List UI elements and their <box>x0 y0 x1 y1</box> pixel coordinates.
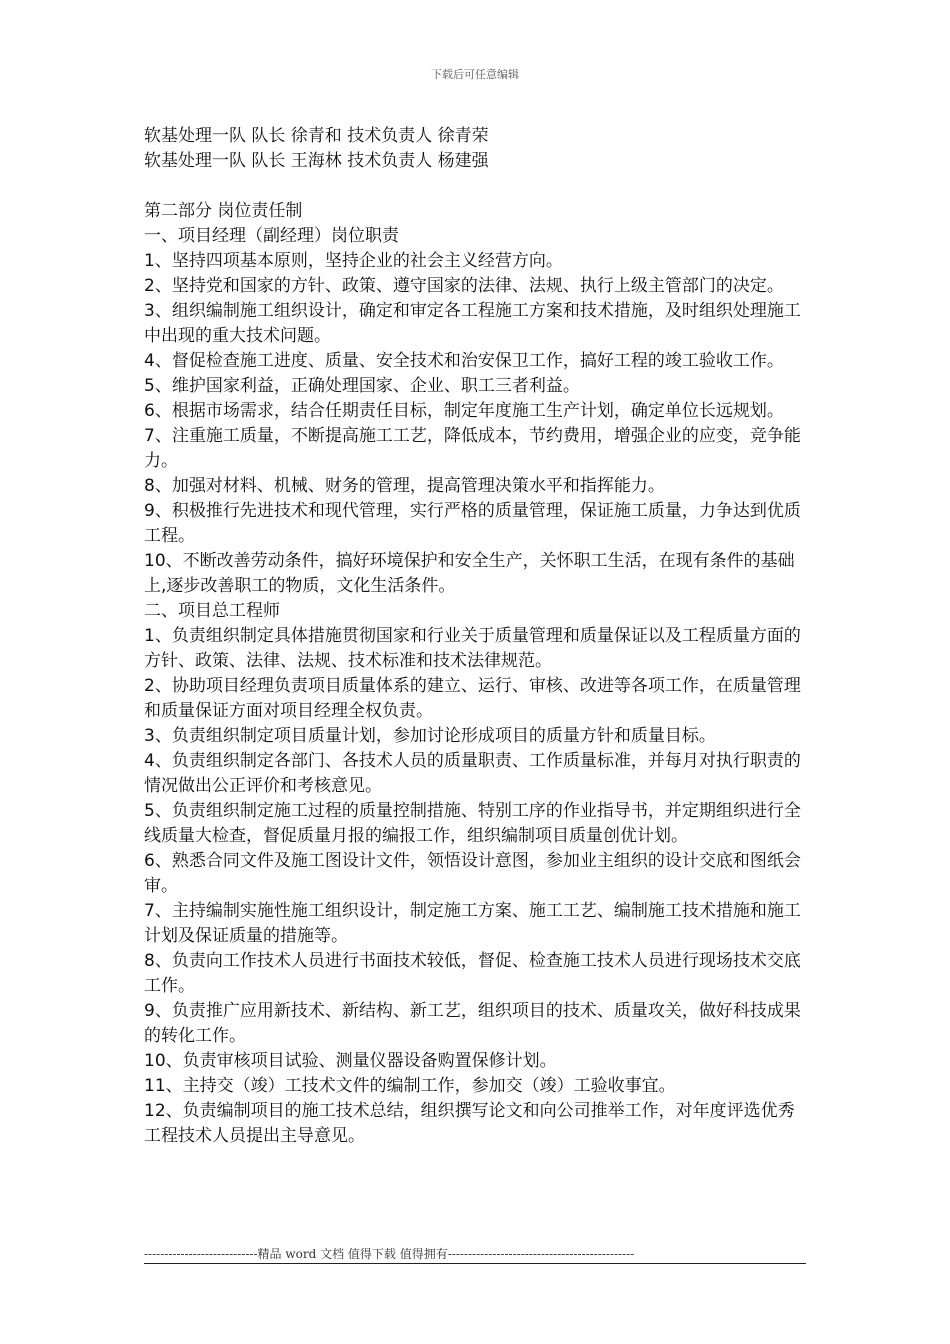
list-item: 10、负责审核项目试验、测量仪器设备购置保修计划。 <box>144 1051 557 1071</box>
team-line: 软基处理一队 队长 徐青和 技术负责人 徐青荣 <box>144 126 489 146</box>
list-item: 3、负责组织制定项目质量计划，参加讨论形成项目的质量方针和质量目标。 <box>144 726 716 746</box>
list-item: 2、坚持党和国家的方针、政策、遵守国家的法律、法规、执行上级主管部门的决定。 <box>144 276 784 296</box>
list-item: 9、积极推行先进技术和现代管理，实行严格的质量管理，保证施工质量，力争达到优质工程。 <box>144 501 801 546</box>
page-header: 下载后可任意编辑 <box>431 68 519 81</box>
list-item: 6、根据市场需求，结合任期责任目标，制定年度施工生产计划，确定单位长远规划。 <box>144 401 784 421</box>
list-item: 5、负责组织制定施工过程的质量控制措施、特别工序的作业指导书，并定期组织进行全线质量大检查，督促质量月报的编报工作，组织编制项目质量创优计划。 <box>144 801 801 846</box>
list-item: 8、加强对材料、机械、财务的管理，提高管理决策水平和指挥能力。 <box>144 476 665 496</box>
page-footer: ----------------------------精品 word 文档 值得下载 值得拥有---------------------------------------------- <box>144 1247 635 1261</box>
section-heading: 一、项目经理（副经理）岗位职责 <box>144 226 399 246</box>
list-item: 1、负责组织制定具体措施贯彻国家和行业关于质量管理和质量保证以及工程质量方面的方针、政策、法律、法规、技术标准和技术法律规范。 <box>144 626 801 671</box>
list-item: 4、督促检查施工进度、质量、安全技术和治安保卫工作，搞好工程的竣工验收工作。 <box>144 351 784 371</box>
list-item: 7、注重施工质量，不断提高施工工艺，降低成本，节约费用，增强企业的应变，竞争能力。 <box>144 426 801 471</box>
list-item: 9、负责推广应用新技术、新结构、新工艺，组织项目的技术、质量攻关，做好科技成果的转化工作。 <box>144 1001 801 1046</box>
list-item: 6、熟悉合同文件及施工图设计文件，领悟设计意图，参加业主组织的设计交底和图纸会审。 <box>144 851 801 896</box>
list-item: 7、主持编制实施性施工组织设计，制定施工方案、施工工艺、编制施工技术措施和施工计划及保证质量的措施等。 <box>144 901 801 946</box>
document-body <box>144 124 806 1149</box>
list-item: 5、维护国家利益，正确处理国家、企业、职工三者利益。 <box>144 376 580 396</box>
part-title: 第二部分 岗位责任制 <box>144 201 303 221</box>
list-item: 8、负责向工作技术人员进行书面技术较低，督促、检查施工技术人员进行现场技术交底工作。 <box>144 951 801 996</box>
list-item: 2、协助项目经理负责项目质量体系的建立、运行、审核、改进等各项工作，在质量管理和质量保证方面对项目经理全权负责。 <box>144 676 801 721</box>
list-item: 3、组织编制施工组织设计，确定和审定各工程施工方案和技术措施，及时组织处理施工中出现的重大技术问题。 <box>144 301 801 346</box>
list-item: 1、坚持四项基本原则，坚持企业的社会主义经营方向。 <box>144 251 563 271</box>
spacer <box>144 174 806 199</box>
team-line: 软基处理一队 队长 王海林 技术负责人 杨建强 <box>144 151 489 171</box>
list-item: 11、主持交（竣）工技术文件的编制工作，参加交（竣）工验收事宜。 <box>144 1076 676 1096</box>
section-heading: 二、项目总工程师 <box>144 601 280 621</box>
footer-divider <box>144 1263 806 1264</box>
list-item: 4、负责组织制定各部门、各技术人员的质量职责、工作质量标准，并每月对执行职责的情况做出公正评价和考核意见。 <box>144 751 801 796</box>
list-item: 12、负责编制项目的施工技术总结，组织撰写论文和向公司推举工作，对年度评选优秀工程技术人员提出主导意见。 <box>144 1101 795 1146</box>
list-item: 10、不断改善劳动条件，搞好环境保护和安全生产，关怀职工生活，在现有条件的基础上,逐步改善职工的物质，文化生活条件。 <box>144 551 795 596</box>
